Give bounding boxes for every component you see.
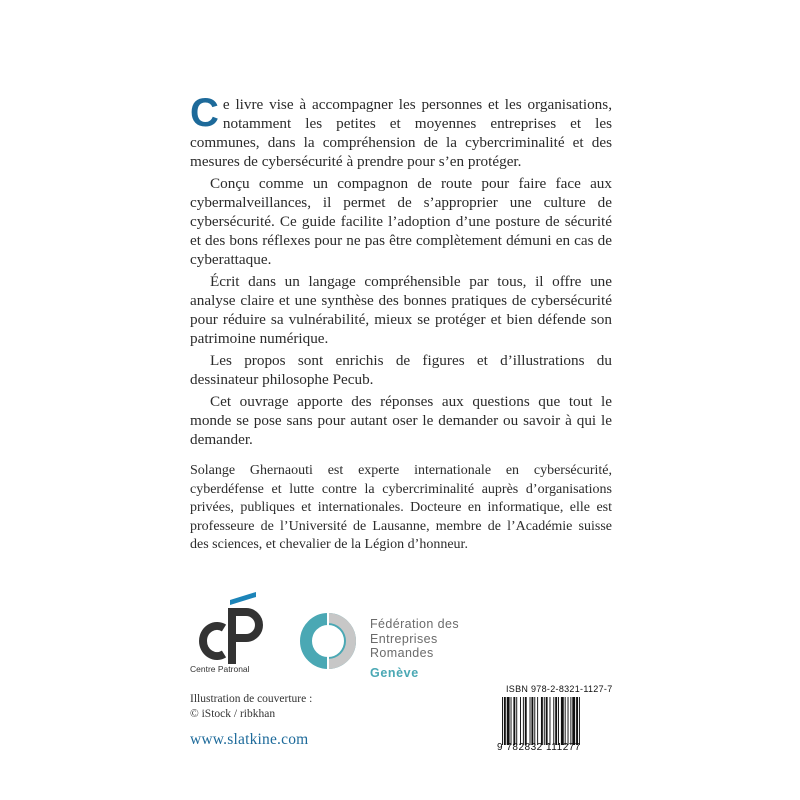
blurb xyxy=(190,91,612,452)
drop-cap: C xyxy=(190,91,219,135)
barcode-bar xyxy=(537,697,538,745)
barcode-bar xyxy=(525,697,527,745)
barcode-bar xyxy=(576,697,578,745)
fer-line-1: Fédération des xyxy=(370,617,459,631)
cp-accent-mark xyxy=(230,592,256,605)
barcode-bar xyxy=(541,697,543,745)
fer-line-2: Entreprises xyxy=(370,631,438,646)
barcode-bar xyxy=(561,697,564,745)
barcode-bar xyxy=(511,697,512,745)
barcode-bar xyxy=(544,697,545,745)
barcode-bar xyxy=(523,697,524,745)
barcode-bar xyxy=(579,697,580,745)
barcode-bar xyxy=(516,697,517,745)
barcode-bar xyxy=(568,697,569,745)
barcode-bar xyxy=(507,697,510,745)
author-bio: Solange Ghernaouti est experte internationale en cybersécurité, cyberdéfense et lutte contre la cybercriminalité auprès d’organisations privées, publiques et internationales. Docteure en informatique, elle est professeure de l’Université de Lausanne, membre de l’Académie suisse des sciences, et chevalier de la Légion d’honneur. xyxy=(190,463,612,552)
fer-name xyxy=(370,617,459,661)
fer-line-3: Romandes xyxy=(370,646,434,660)
cp-letter-p xyxy=(232,612,259,664)
centre-patronal-logo xyxy=(190,592,270,672)
fer-logo xyxy=(300,613,356,669)
barcode-bar xyxy=(565,697,566,745)
barcode-bar xyxy=(502,697,503,745)
fer-city: Genève xyxy=(370,666,419,680)
blurb-paragraph-1 xyxy=(190,91,612,171)
cover-credit xyxy=(190,692,312,722)
barcode-bar xyxy=(513,697,515,745)
barcode-bar xyxy=(504,697,506,745)
credit-line-2: © iStock / ribkhan xyxy=(190,708,276,720)
blurb-paragraph-2: Conçu comme un compagnon de route pour faire face aux cybermalveillances, il permet de s’approprier une culture de cybersécurité. Ce guide facilite l’adoption d’une posture de sécurité et des bons réflexes pour ne pas être complètement démuni en cas de cyberattaque. xyxy=(190,175,612,268)
isbn-barcode xyxy=(500,697,612,745)
fer-grey-half xyxy=(328,613,356,669)
barcode-bar xyxy=(572,697,575,745)
barcode-bar xyxy=(555,697,557,745)
cp-letter-c xyxy=(203,626,224,656)
barcode-digits: 9 782832 111277 xyxy=(497,742,581,753)
blurb-paragraph-4: Les propos sont enrichis de figures et d’illustrations du dessinateur philosophe Pecub. xyxy=(190,352,612,388)
barcode-bar xyxy=(553,697,554,745)
barcode-bar xyxy=(534,697,535,745)
barcode-bar xyxy=(570,697,571,745)
barcode-bar xyxy=(531,697,533,745)
centre-patronal-label: Centre Patronal xyxy=(190,664,250,674)
blurb-paragraph-1-text: e livre vise à accompagner les personnes et les organisations, notamment les petites et moyennes entreprises et les communes, dans la compréhension de la cybercriminalité et des mesures de cybersécurité à prendre pour s’en protéger. xyxy=(190,96,612,170)
publisher-website-link[interactable]: www.slatkine.com xyxy=(190,731,309,748)
barcode-bar xyxy=(558,697,559,745)
blurb-paragraph-3: Écrit dans un langage compréhensible par tous, il offre une analyse claire et une synthèse des bonnes pratiques de cybersécurité pour réduire sa vulnérabilité, mieux se protéger et bien défende son patrimoine numérique. xyxy=(190,273,612,347)
blurb-paragraph-5: Cet ouvrage apporte des réponses aux questions que tout le monde se pose sans pour autant oser le demander ou savoir à qui le demander. xyxy=(190,393,612,448)
isbn-label: ISBN 978-2-8321-1127-7 xyxy=(506,684,613,694)
barcode-bar xyxy=(546,697,548,745)
barcode-bar xyxy=(550,697,551,745)
barcode-bar xyxy=(520,697,521,745)
credit-line-1: Illustration de couverture : xyxy=(190,693,313,705)
barcode-bar xyxy=(530,697,531,745)
